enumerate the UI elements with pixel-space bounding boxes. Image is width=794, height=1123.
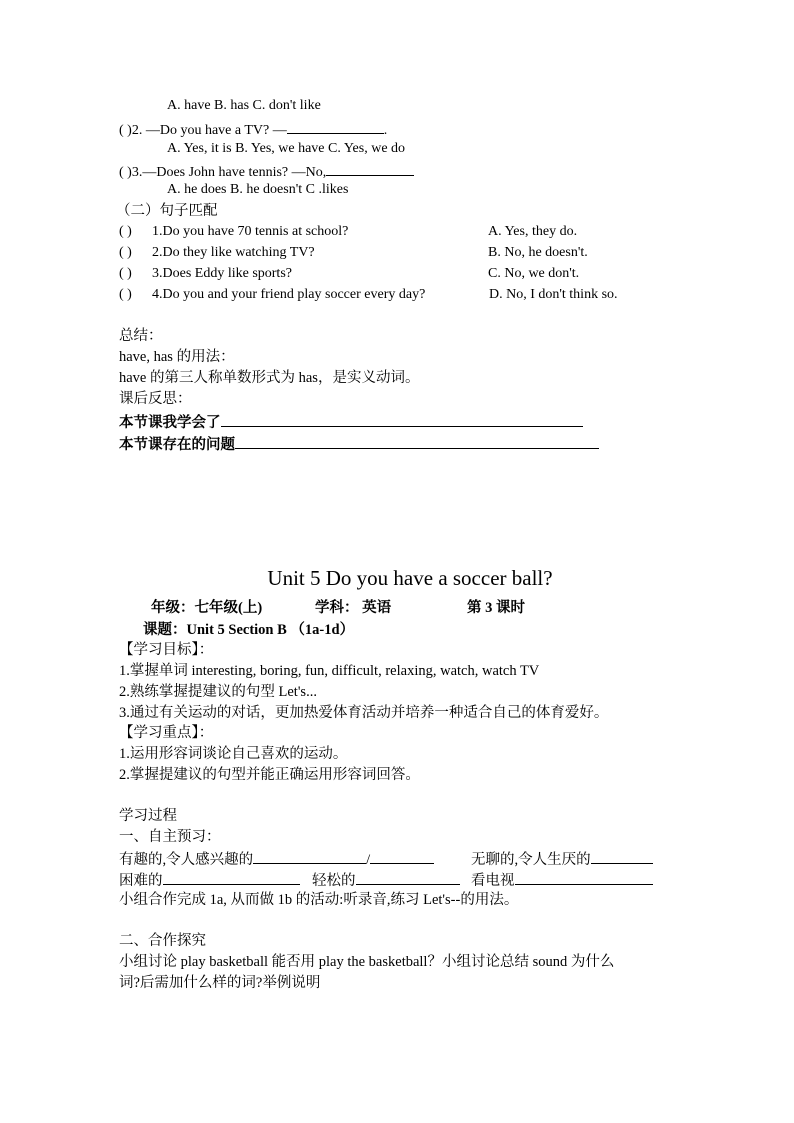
- keypoint-item: 1.运用形容词谈论自己喜欢的运动。: [119, 746, 348, 762]
- relaxing-label: 轻松的: [312, 873, 356, 889]
- watch-tv-label: 看电视: [471, 873, 515, 889]
- boring-label: 无聊的,令人生厌的: [471, 852, 591, 868]
- learned-blank[interactable]: [221, 412, 583, 427]
- vocab-watch-tv: [471, 870, 653, 890]
- q2-end: .: [383, 123, 388, 138]
- group-task: 小组合作完成 1a, 从而做 1b 的活动:听录音,练习 Let's--的用法。: [119, 892, 519, 908]
- match-answer: D. No, I don't think so.: [489, 287, 618, 302]
- problems-blank[interactable]: [235, 434, 599, 449]
- summary-label: 总结：: [119, 328, 163, 344]
- reflection-label: 课后反思：: [119, 391, 192, 407]
- keypoints-heading: 【学习重点】：: [119, 725, 214, 741]
- q3-options: A. he does B. he doesn't C .likes: [167, 182, 349, 197]
- q2-paren[interactable]: ( ): [119, 123, 132, 138]
- lesson-label: 第 3 课时: [467, 600, 525, 616]
- topic-label: 课题：Unit 5 Section B （1a-1d）: [143, 622, 355, 638]
- process-heading: 学习过程: [119, 808, 177, 824]
- q3-line: [119, 161, 414, 182]
- difficult-label: 困难的: [119, 873, 163, 889]
- match-paren[interactable]: ( ): [119, 266, 132, 281]
- difficult-blank[interactable]: [163, 870, 300, 885]
- explore-heading: 二、合作探究: [119, 933, 206, 949]
- match-answer: C. No, we don't.: [488, 266, 580, 281]
- problems-label: 本节课存在的问题: [119, 437, 235, 453]
- match-paren[interactable]: ( ): [119, 224, 132, 239]
- summary-line1: have, has 的用法：: [119, 349, 235, 365]
- interested-blank[interactable]: [370, 849, 434, 864]
- match-answer: B. No, he doesn't.: [488, 245, 588, 260]
- vocab-line-1: [119, 849, 434, 869]
- vocab-boring: [471, 849, 653, 869]
- match-question: 1.Do you have 70 tennis at school?: [152, 224, 349, 239]
- interesting-blank[interactable]: [253, 849, 366, 864]
- match-question: 4.Do you and your friend play soccer every day?: [152, 287, 426, 302]
- q3-question: 3.—Does John have tennis? —No,: [131, 165, 327, 180]
- vocab-relaxing: [312, 870, 460, 890]
- explore-line1: 小组讨论 play basketball 能否用 play the basketball？小组讨论总结 sound 为什么: [119, 954, 615, 970]
- interesting-label: 有趣的,令人感兴趣的: [119, 852, 254, 868]
- watch-tv-blank[interactable]: [515, 870, 653, 885]
- keypoint-item: 2.掌握提建议的句型并能正确运用形容词回答。: [119, 767, 420, 783]
- objective-item: 3.通过有关运动的对话，更加热爱体育活动并培养一种适合自己的体育爱好。: [119, 705, 609, 721]
- subject-label: 学科： 英语: [315, 600, 392, 616]
- learned-label: 本节课我学会了: [119, 415, 221, 431]
- preview-heading: 一、自主预习：: [119, 829, 221, 845]
- match-question: 3.Does Eddy like sports?: [152, 266, 292, 281]
- q2-question: 2. —Do you have a TV? —: [131, 123, 287, 138]
- match-paren[interactable]: ( ): [119, 287, 132, 302]
- match-question: 2.Do they like watching TV?: [152, 245, 315, 260]
- vocab-difficult: [119, 870, 300, 890]
- objectives-heading: 【学习目标】：: [119, 642, 214, 658]
- relaxing-blank[interactable]: [356, 870, 460, 885]
- q1-options: A. have B. has C. don't like: [167, 98, 321, 113]
- summary-line2: have 的第三人称单数形式为 has，是实义动词。: [119, 370, 420, 386]
- matching-heading: （二）句子匹配: [116, 203, 218, 219]
- q2-options: A. Yes, it is B. Yes, we have C. Yes, we do: [167, 141, 406, 156]
- q2-answer-blank[interactable]: [287, 119, 384, 134]
- q3-answer-blank[interactable]: [326, 161, 414, 176]
- slash: /: [366, 852, 371, 868]
- boring-blank[interactable]: [591, 849, 653, 864]
- grade-label: 年级：七年级(上): [151, 600, 263, 616]
- unit-title: Unit 5 Do you have a soccer ball?: [267, 566, 553, 590]
- match-paren[interactable]: ( ): [119, 245, 132, 260]
- objective-item: 2.熟练掌握提建议的句型 Let's...: [119, 684, 317, 700]
- q2-line: [119, 119, 387, 140]
- problems-line: [119, 434, 599, 454]
- q3-paren[interactable]: ( ): [119, 165, 132, 180]
- learned-line: [119, 412, 583, 432]
- objective-item: 1.掌握单词 interesting, boring, fun, difficult, relaxing, watch, watch TV: [119, 663, 540, 679]
- match-answer: A. Yes, they do.: [488, 224, 578, 239]
- explore-line2: 词?后需加什么样的词?举例说明: [119, 975, 321, 991]
